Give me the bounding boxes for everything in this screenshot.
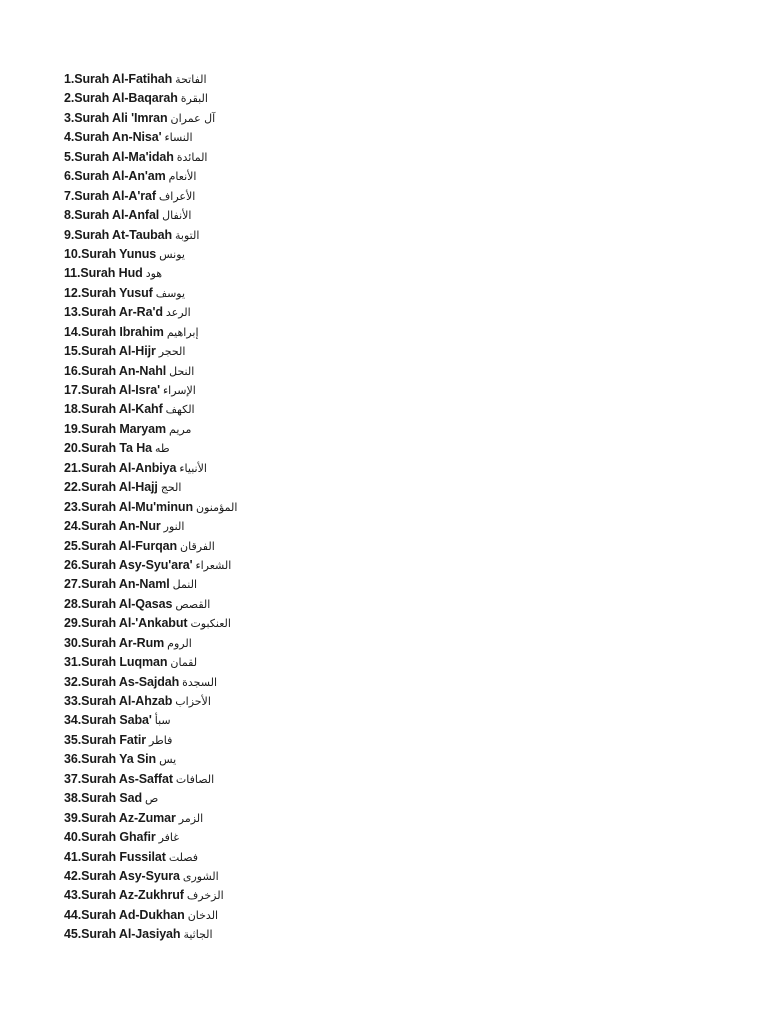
list-item [64, 537, 237, 556]
list-item [64, 206, 237, 225]
surah-arabic-name: المؤمنون [196, 500, 238, 514]
surah-arabic-name: آل عمران [170, 111, 216, 125]
list-item [64, 906, 237, 925]
surah-latin-name: 31.Surah Luqman [64, 655, 168, 670]
list-item [64, 867, 237, 886]
list-item [64, 614, 237, 633]
surah-arabic-name: مريم [169, 422, 192, 436]
surah-latin-name: 11.Surah Hud [64, 266, 143, 281]
surah-arabic-name: الكهف [165, 403, 195, 417]
list-item [64, 459, 237, 478]
surah-arabic-name: الإسراء [163, 384, 196, 397]
surah-arabic-name: لقمان [170, 656, 198, 670]
surah-arabic-name: الشعراء [195, 558, 232, 572]
surah-latin-name: 14.Surah Ibrahim [64, 324, 164, 339]
list-item [64, 420, 237, 439]
list-item [64, 731, 237, 750]
surah-list [64, 70, 237, 945]
list-item [64, 303, 237, 322]
surah-arabic-name: الأحزاب [175, 695, 211, 708]
surah-latin-name: 10.Surah Yunus [64, 246, 157, 261]
list-item [64, 848, 237, 867]
surah-arabic-name: النمل [172, 578, 198, 592]
surah-arabic-name: النساء [164, 131, 193, 145]
list-item [64, 886, 237, 905]
list-item [64, 809, 237, 828]
surah-arabic-name: الرعد [165, 306, 191, 320]
surah-latin-name: 40.Surah Ghafir [64, 830, 156, 845]
surah-arabic-name: الصافات [175, 772, 215, 786]
list-item [64, 925, 237, 944]
surah-latin-name: 9.Surah At-Taubah [64, 227, 173, 242]
list-item [64, 653, 237, 672]
surah-arabic-name: الفرقان [180, 539, 215, 553]
surah-latin-name: 41.Surah Fussilat [64, 849, 166, 864]
surah-latin-name: 37.Surah As-Saffat [64, 771, 173, 786]
list-item [64, 89, 237, 108]
list-item [64, 342, 237, 361]
surah-arabic-name: الجاثية [183, 928, 213, 942]
surah-latin-name: 4.Surah An-Nisa' [64, 130, 162, 145]
surah-latin-name: 5.Surah Al-Ma'idah [64, 149, 174, 164]
surah-arabic-name: هود [145, 267, 163, 281]
list-item [64, 264, 237, 283]
surah-arabic-name: الأنبياء [179, 461, 207, 475]
surah-latin-name: 26.Surah Asy-Syu'ara' [64, 557, 193, 572]
surah-latin-name: 39.Surah Az-Zumar [64, 810, 176, 825]
surah-latin-name: 18.Surah Al-Kahf [64, 402, 163, 417]
surah-arabic-name: القصص [175, 597, 211, 611]
surah-arabic-name: الحجر [158, 345, 186, 359]
surah-latin-name: 36.Surah Ya Sin [64, 752, 157, 767]
surah-latin-name: 13.Surah Ar-Ra'd [64, 305, 163, 320]
surah-arabic-name: النور [163, 520, 185, 534]
surah-arabic-name: الحج [160, 481, 182, 495]
surah-arabic-name: يس [159, 753, 177, 767]
surah-arabic-name: ص [145, 792, 159, 806]
list-item [64, 789, 237, 808]
surah-latin-name: 32.Surah As-Sajdah [64, 674, 180, 689]
surah-latin-name: 16.Surah An-Nahl [64, 363, 167, 378]
surah-latin-name: 43.Surah Az-Zukhruf [64, 888, 184, 903]
list-item [64, 595, 237, 614]
surah-latin-name: 35.Surah Fatir [64, 732, 146, 747]
surah-latin-name: 42.Surah Asy-Syura [64, 868, 180, 883]
surah-latin-name: 44.Surah Ad-Dukhan [64, 907, 185, 922]
surah-arabic-name: يوسف [155, 286, 186, 300]
list-item [64, 70, 237, 89]
surah-latin-name: 45.Surah Al-Jasiyah [64, 927, 181, 942]
surah-arabic-name: إبراهيم [166, 325, 199, 339]
list-item [64, 226, 237, 245]
surah-arabic-name: الزمر [178, 811, 204, 825]
list-item [64, 381, 237, 400]
list-item [64, 692, 237, 711]
list-item [64, 498, 237, 517]
surah-latin-name: 28.Surah Al-Qasas [64, 596, 173, 611]
surah-arabic-name: الأنعام [168, 170, 197, 184]
surah-latin-name: 6.Surah Al-An'am [64, 169, 166, 184]
surah-latin-name: 15.Surah Al-Hijr [64, 344, 156, 359]
surah-latin-name: 25.Surah Al-Furqan [64, 538, 178, 553]
list-item [64, 400, 237, 419]
surah-latin-name: 22.Surah Al-Hajj [64, 480, 158, 495]
list-item [64, 634, 237, 653]
list-item [64, 362, 237, 381]
surah-arabic-name: الأنفال [162, 209, 192, 223]
surah-arabic-name: البقرة [180, 92, 208, 106]
surah-arabic-name: التوبة [175, 228, 200, 242]
surah-arabic-name: فصلت [168, 850, 199, 864]
surah-latin-name: 3.Surah Ali 'Imran [64, 110, 168, 125]
surah-latin-name: 1.Surah Al-Fatihah [64, 72, 173, 86]
list-item [64, 711, 237, 730]
surah-latin-name: 34.Surah Saba' [64, 713, 152, 728]
list-item [64, 109, 237, 128]
surah-arabic-name: النحل [169, 364, 195, 378]
list-item [64, 770, 237, 789]
surah-arabic-name: الدخان [187, 908, 219, 922]
list-item [64, 439, 237, 458]
list-item [64, 750, 237, 769]
surah-arabic-name: الروم [167, 636, 192, 650]
list-item [64, 673, 237, 692]
list-item [64, 575, 237, 594]
surah-arabic-name: سبأ [154, 714, 171, 728]
list-item [64, 167, 237, 186]
surah-latin-name: 12.Surah Yusuf [64, 285, 153, 300]
surah-arabic-name: الشورى [182, 869, 219, 883]
surah-latin-name: 23.Surah Al-Mu'minun [64, 499, 193, 514]
list-item [64, 828, 237, 847]
surah-latin-name: 21.Surah Al-Anbiya [64, 460, 177, 475]
list-item [64, 517, 237, 536]
surah-latin-name: 2.Surah Al-Baqarah [64, 91, 178, 106]
surah-latin-name: 29.Surah Al-'Ankabut [64, 616, 188, 631]
surah-arabic-name: فاطر [148, 733, 173, 747]
surah-latin-name: 19.Surah Maryam [64, 421, 167, 436]
surah-latin-name: 20.Surah Ta Ha [64, 441, 152, 456]
surah-latin-name: 38.Surah Sad [64, 791, 142, 806]
surah-arabic-name: الفاتحة [175, 73, 207, 86]
surah-latin-name: 24.Surah An-Nur [64, 519, 161, 534]
list-item [64, 148, 237, 167]
surah-arabic-name: طه [155, 442, 170, 456]
surah-arabic-name: يونس [159, 247, 185, 261]
list-item [64, 478, 237, 497]
surah-latin-name: 30.Surah Ar-Rum [64, 635, 165, 650]
surah-latin-name: 7.Surah Al-A'raf [64, 188, 156, 203]
list-item [64, 556, 237, 575]
surah-latin-name: 17.Surah Al-Isra' [64, 383, 160, 397]
surah-arabic-name: المائدة [176, 150, 208, 164]
surah-latin-name: 33.Surah Al-Ahzab [64, 694, 173, 708]
surah-arabic-name: السجدة [182, 675, 217, 689]
list-item [64, 323, 237, 342]
list-item [64, 187, 237, 206]
list-item [64, 284, 237, 303]
list-item [64, 128, 237, 147]
surah-arabic-name: الأعراف [158, 189, 196, 203]
surah-arabic-name: الزخرف [186, 889, 224, 903]
surah-latin-name: 8.Surah Al-Anfal [64, 208, 160, 223]
surah-latin-name: 27.Surah An-Naml [64, 577, 170, 592]
list-item [64, 245, 237, 264]
surah-arabic-name: العنكبوت [190, 617, 231, 631]
surah-arabic-name: غافر [158, 831, 180, 845]
